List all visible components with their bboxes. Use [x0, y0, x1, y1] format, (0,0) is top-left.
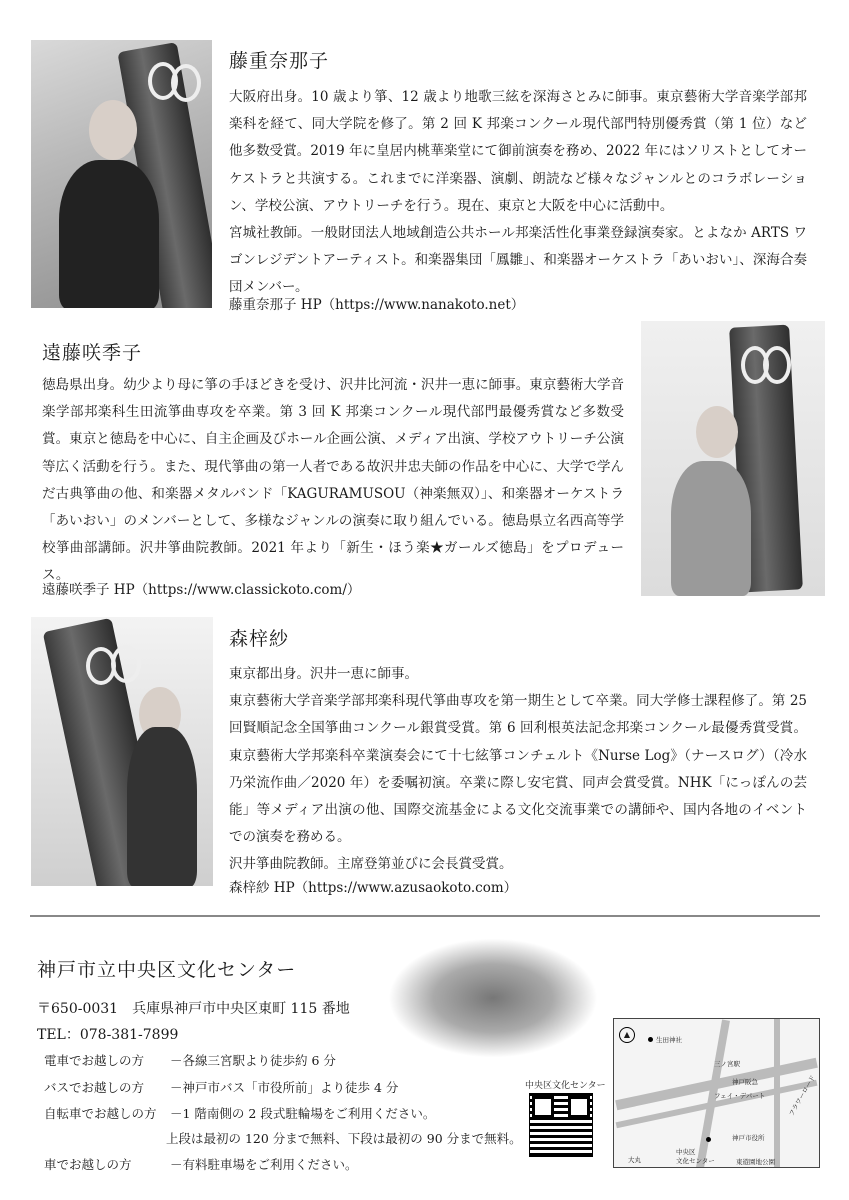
venue-map [613, 1018, 820, 1168]
venue-title: 神戸市立中央区文化センター [37, 959, 297, 981]
map-label-store1: 神戸阪急 [732, 1078, 758, 1086]
performer-hp-3: 森梓紗 HP（https://www.azusaokoto.com） [229, 880, 518, 896]
performer-photo-mori [31, 617, 213, 886]
map-label-park: 東遊園地公園 [736, 1158, 775, 1166]
access-row [44, 1051, 336, 1069]
map-label-road: フラワーロード [787, 1074, 818, 1118]
access-label: 電車でお越しの方 [44, 1053, 145, 1068]
access-row [166, 1129, 522, 1147]
venue-address: 〒650-0031 兵庫県神戸市中央区東町 115 番地 [37, 1001, 350, 1017]
map-label-shrine: 生田神社 [656, 1036, 682, 1044]
bio-paragraph: 大阪府出身。10 歳より箏、12 歳より地歌三絃を深海さとみに師事。東京藝術大学音楽学部邦楽科を経て、同大学院を修了。第 2 回 K 邦楽コンクール現代部門特別優秀賞（第 1 位）など他多数受賞。2019 年に皇居内桃華楽堂にて御前演奏を務め、2022 年にはソリストとしてオーケストラと共演する。これまでに洋楽器、演劇、朗読など様々なジャンルとのコラボレーション、学校公演、アウトリーチを行う。現在、東京と大阪を中心に活動中。 [229, 89, 807, 214]
north-arrow-icon: ▲ [619, 1027, 635, 1043]
bio-paragraph: 東京藝術大学音楽学部邦楽科現代箏曲専攻を第一期生として卒業。同大学修士課程修了。第 25 回賢順記念全国箏曲コンクール銀賞受賞。第 6 回利根英法記念邦楽コンクール最優秀賞受賞。東京藝術大学邦楽科卒業演奏会にて十七絃箏コンチェルト《Nurse Log》（ナースログ）（冷水乃栄流作曲／2020 年）を委嘱初演。卒業に際し安宅賞、同声会賞受賞。NHK「にっぽんの芸能」等メディア出演の他、国際交流基金による文化交流事業での講師や、国内各地のイベントでの演奏を務める。 [229, 693, 807, 846]
venue-tel: TEL：078-381-7899 [37, 1027, 179, 1043]
map-label-line: 三ノ宮駅 [714, 1060, 740, 1068]
section-divider [30, 915, 820, 917]
performer-bio-3 [229, 661, 807, 879]
access-row [44, 1078, 398, 1096]
performer-name-3: 森梓紗 [229, 628, 290, 650]
performer-name-2: 遠藤咲季子 [42, 342, 143, 364]
bio-paragraph: 沢井箏曲院教師。主席登第並びに会長賞受賞。 [229, 856, 513, 873]
performer-hp-1: 藤重奈那子 HP（https://www.nanakoto.net） [229, 297, 525, 313]
access-label: 車でお越しの方 [44, 1157, 132, 1172]
performer-photo-fujishige [31, 40, 212, 308]
qr-code-icon[interactable] [529, 1093, 593, 1157]
bio-paragraph: 徳島県出身。幼少より母に箏の手ほどきを受け、沢井比河流・沢井一恵に師事。東京藝術大学音楽学部邦楽科生田流箏曲専攻を卒業。第 3 回 K 邦楽コンクール現代部門最優秀賞など多数受賞。東京と徳島を中心に、自主企画及びホール企画公演、メディア出演、学校アウトリーチ公演等広く活動を行う。また、現代箏曲の第一人者である故沢井忠夫師の作品を中心に、大学で学んだ古典箏曲の他、和楽器メタルバンド「KAGURAMUSOU（神楽無双）」、和楽器オーケストラ「あいおい」のメンバーとして、多様なジャンルの演奏に取り組んでいる。徳島県立名西高等学校箏曲部講師。沢井箏曲院教師。2021 年より「新生・ほう楽★ガールズ徳島」をプロデュース。 [42, 377, 624, 584]
performer-photo-endo [641, 321, 825, 596]
map-label-daimaru: 大丸 [628, 1156, 641, 1164]
qr-label: 中央区文化センター [525, 1081, 606, 1091]
map-label-center: 中央区 文化センター [676, 1148, 715, 1165]
performer-bio-1 [229, 84, 807, 302]
access-text: －1 階南側の 2 段式駐輪場をご利用ください。 [170, 1106, 436, 1121]
access-text: －各線三宮駅より徒歩約 6 分 [170, 1053, 336, 1068]
performer-name-1: 藤重奈那子 [229, 50, 330, 72]
map-label-cityhall: 神戸市役所 [732, 1134, 765, 1142]
access-label: 自転車でお越しの方 [44, 1106, 157, 1121]
access-text: －神戸市バス「市役所前」より徒歩 4 分 [170, 1080, 399, 1095]
bio-paragraph: 宮城社教師。一般財団法人地域創造公共ホール邦楽活性化事業登録演奏家。とよなか ARTS ワゴンレジデントアーティスト。和楽器集団「鳳雛」、和楽器オーケストラ「あいおい」、深海合奏団メンバー。 [229, 225, 807, 296]
access-text: －有料駐車場をご利用ください。 [170, 1157, 358, 1172]
bio-paragraph: 東京都出身。沢井一恵に師事。 [229, 666, 418, 682]
access-row [44, 1104, 435, 1122]
access-row [44, 1155, 358, 1173]
venue-building-photo [388, 938, 598, 1058]
access-text: 上段は最初の 120 分まで無料、下段は最初の 90 分まで無料。 [166, 1131, 522, 1146]
performer-bio-2 [42, 372, 624, 590]
map-label-store2: フェイ・デパート [714, 1092, 766, 1100]
access-label: バスでお越しの方 [44, 1080, 145, 1095]
performer-hp-2: 遠藤咲季子 HP（https://www.classickoto.com/） [42, 582, 361, 598]
